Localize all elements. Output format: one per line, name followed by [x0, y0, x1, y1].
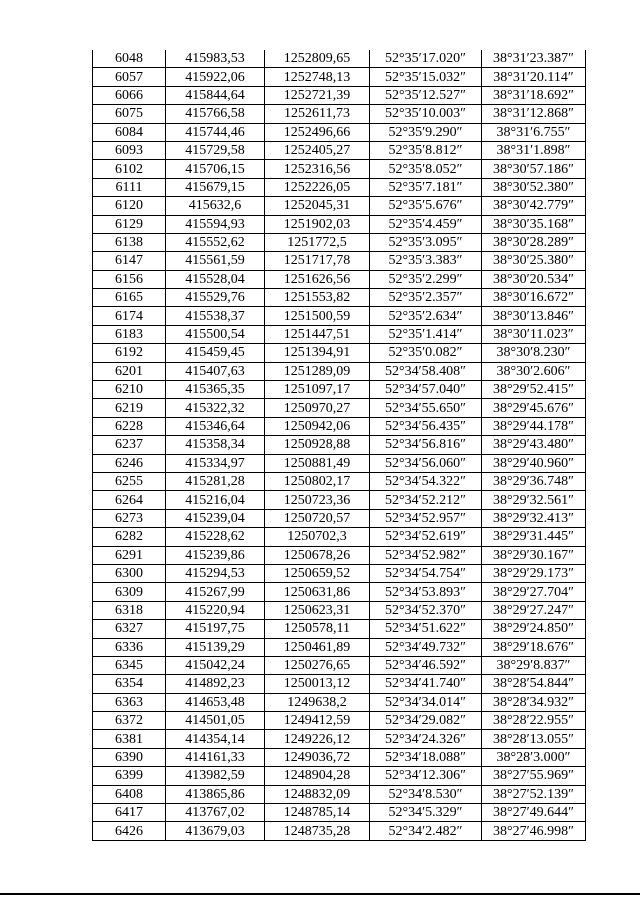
x-coordinate-cell: 415552,62	[166, 233, 265, 251]
latitude-cell: 52°34′54.754″	[370, 564, 482, 582]
x-coordinate-cell: 413767,02	[166, 804, 265, 822]
x-coordinate-cell: 415239,86	[166, 546, 265, 564]
x-coordinate-cell: 415729,58	[166, 141, 265, 159]
x-coordinate-cell: 415766,58	[166, 105, 265, 123]
longitude-cell: 38°30′25.380″	[482, 252, 586, 270]
table-row	[93, 252, 586, 270]
latitude-cell: 52°34′52.212″	[370, 491, 482, 509]
x-coordinate-cell: 415561,59	[166, 252, 265, 270]
table-row	[93, 785, 586, 803]
longitude-cell: 38°27′55.969″	[482, 767, 586, 785]
longitude-cell: 38°29′44.178″	[482, 417, 586, 435]
x-coordinate-cell: 414354,14	[166, 730, 265, 748]
latitude-cell: 52°35′2.634″	[370, 307, 482, 325]
point-number-cell: 6048	[93, 50, 166, 68]
longitude-cell: 38°29′27.704″	[482, 583, 586, 601]
latitude-cell: 52°34′52.370″	[370, 601, 482, 619]
y-coordinate-cell: 1250631,86	[265, 583, 370, 601]
latitude-cell: 52°35′10.003″	[370, 105, 482, 123]
longitude-cell: 38°31′12.868″	[482, 105, 586, 123]
table-row	[93, 509, 586, 527]
latitude-cell: 52°35′9.290″	[370, 123, 482, 141]
y-coordinate-cell: 1250276,65	[265, 656, 370, 674]
latitude-cell: 52°35′3.095″	[370, 233, 482, 251]
point-number-cell: 6219	[93, 399, 166, 417]
y-coordinate-cell: 1249638,2	[265, 693, 370, 711]
table-row	[93, 472, 586, 490]
table-row	[93, 601, 586, 619]
latitude-cell: 52°34′8.530″	[370, 785, 482, 803]
x-coordinate-cell: 415706,15	[166, 160, 265, 178]
point-number-cell: 6426	[93, 822, 166, 840]
table-row	[93, 123, 586, 141]
table-body	[93, 50, 586, 840]
latitude-cell: 52°34′56.816″	[370, 436, 482, 454]
latitude-cell: 52°35′1.414″	[370, 325, 482, 343]
x-coordinate-cell: 415139,29	[166, 638, 265, 656]
y-coordinate-cell: 1250928,88	[265, 436, 370, 454]
longitude-cell: 38°29′29.173″	[482, 564, 586, 582]
table-row	[93, 105, 586, 123]
longitude-cell: 38°30′13.846″	[482, 307, 586, 325]
longitude-cell: 38°29′30.167″	[482, 546, 586, 564]
longitude-cell: 38°30′2.606″	[482, 362, 586, 380]
table-row	[93, 693, 586, 711]
table-row	[93, 417, 586, 435]
y-coordinate-cell: 1251902,03	[265, 215, 370, 233]
table-row	[93, 583, 586, 601]
table-row	[93, 620, 586, 638]
latitude-cell: 52°35′8.052″	[370, 160, 482, 178]
y-coordinate-cell: 1250702,3	[265, 528, 370, 546]
latitude-cell: 52°34′2.482″	[370, 822, 482, 840]
y-coordinate-cell: 1250723,36	[265, 491, 370, 509]
longitude-cell: 38°31′23.387″	[482, 50, 586, 68]
longitude-cell: 38°29′40.960″	[482, 454, 586, 472]
table-row	[93, 638, 586, 656]
y-coordinate-cell: 1250013,12	[265, 675, 370, 693]
x-coordinate-cell: 415922,06	[166, 68, 265, 86]
longitude-cell: 38°30′8.230″	[482, 344, 586, 362]
point-number-cell: 6075	[93, 105, 166, 123]
table-row	[93, 822, 586, 840]
point-number-cell: 6336	[93, 638, 166, 656]
longitude-cell: 38°29′32.413″	[482, 509, 586, 527]
point-number-cell: 6354	[93, 675, 166, 693]
point-number-cell: 6228	[93, 417, 166, 435]
point-number-cell: 6363	[93, 693, 166, 711]
latitude-cell: 52°34′46.592″	[370, 656, 482, 674]
point-number-cell: 6246	[93, 454, 166, 472]
table-row	[93, 399, 586, 417]
x-coordinate-cell: 415459,45	[166, 344, 265, 362]
table-row	[93, 160, 586, 178]
y-coordinate-cell: 1251553,82	[265, 289, 370, 307]
x-coordinate-cell: 415216,04	[166, 491, 265, 509]
y-coordinate-cell: 1248785,14	[265, 804, 370, 822]
y-coordinate-cell: 1248832,09	[265, 785, 370, 803]
x-coordinate-cell: 415322,32	[166, 399, 265, 417]
longitude-cell: 38°28′13.055″	[482, 730, 586, 748]
point-number-cell: 6102	[93, 160, 166, 178]
y-coordinate-cell: 1250881,49	[265, 454, 370, 472]
point-number-cell: 6174	[93, 307, 166, 325]
x-coordinate-cell: 415346,64	[166, 417, 265, 435]
y-coordinate-cell: 1250659,52	[265, 564, 370, 582]
longitude-cell: 38°30′20.534″	[482, 270, 586, 288]
x-coordinate-cell: 413679,03	[166, 822, 265, 840]
longitude-cell: 38°29′43.480″	[482, 436, 586, 454]
latitude-cell: 52°34′41.740″	[370, 675, 482, 693]
point-number-cell: 6255	[93, 472, 166, 490]
x-coordinate-cell: 415228,62	[166, 528, 265, 546]
longitude-cell: 38°28′34.932″	[482, 693, 586, 711]
longitude-cell: 38°30′28.289″	[482, 233, 586, 251]
y-coordinate-cell: 1252405,27	[265, 141, 370, 159]
x-coordinate-cell: 415679,15	[166, 178, 265, 196]
x-coordinate-cell: 415267,99	[166, 583, 265, 601]
latitude-cell: 52°35′8.812″	[370, 141, 482, 159]
latitude-cell: 52°35′0.082″	[370, 344, 482, 362]
table-row	[93, 197, 586, 215]
latitude-cell: 52°34′18.088″	[370, 748, 482, 766]
longitude-cell: 38°30′16.672″	[482, 289, 586, 307]
table-row	[93, 730, 586, 748]
x-coordinate-cell: 415844,64	[166, 86, 265, 104]
point-number-cell: 6417	[93, 804, 166, 822]
y-coordinate-cell: 1252226,05	[265, 178, 370, 196]
x-coordinate-cell: 415042,24	[166, 656, 265, 674]
table-row	[93, 325, 586, 343]
latitude-cell: 52°34′53.893″	[370, 583, 482, 601]
latitude-cell: 52°34′52.982″	[370, 546, 482, 564]
longitude-cell: 38°30′52.380″	[482, 178, 586, 196]
latitude-cell: 52°34′24.326″	[370, 730, 482, 748]
latitude-cell: 52°34′5.329″	[370, 804, 482, 822]
table-row	[93, 748, 586, 766]
point-number-cell: 6408	[93, 785, 166, 803]
x-coordinate-cell: 415529,76	[166, 289, 265, 307]
table-row	[93, 564, 586, 582]
longitude-cell: 38°27′52.139″	[482, 785, 586, 803]
table-row	[93, 381, 586, 399]
table-row	[93, 289, 586, 307]
y-coordinate-cell: 1250623,31	[265, 601, 370, 619]
longitude-cell: 38°28′3.000″	[482, 748, 586, 766]
latitude-cell: 52°35′2.299″	[370, 270, 482, 288]
point-number-cell: 6273	[93, 509, 166, 527]
table-row	[93, 675, 586, 693]
table-row	[93, 491, 586, 509]
latitude-cell: 52°35′4.459″	[370, 215, 482, 233]
y-coordinate-cell: 1250461,89	[265, 638, 370, 656]
y-coordinate-cell: 1250720,57	[265, 509, 370, 527]
point-number-cell: 6138	[93, 233, 166, 251]
x-coordinate-cell: 414653,48	[166, 693, 265, 711]
point-number-cell: 6066	[93, 86, 166, 104]
table-row	[93, 454, 586, 472]
x-coordinate-cell: 413982,59	[166, 767, 265, 785]
table-row	[93, 178, 586, 196]
longitude-cell: 38°29′8.837″	[482, 656, 586, 674]
point-number-cell: 6345	[93, 656, 166, 674]
latitude-cell: 52°34′51.622″	[370, 620, 482, 638]
longitude-cell: 38°29′18.676″	[482, 638, 586, 656]
y-coordinate-cell: 1252748,13	[265, 68, 370, 86]
x-coordinate-cell: 415538,37	[166, 307, 265, 325]
y-coordinate-cell: 1251394,91	[265, 344, 370, 362]
point-number-cell: 6183	[93, 325, 166, 343]
x-coordinate-cell: 415500,54	[166, 325, 265, 343]
longitude-cell: 38°31′20.114″	[482, 68, 586, 86]
latitude-cell: 52°34′29.082″	[370, 712, 482, 730]
longitude-cell: 38°30′57.186″	[482, 160, 586, 178]
x-coordinate-cell: 415281,28	[166, 472, 265, 490]
x-coordinate-cell: 415594,93	[166, 215, 265, 233]
y-coordinate-cell: 1252809,65	[265, 50, 370, 68]
y-coordinate-cell: 1252045,31	[265, 197, 370, 215]
table-row	[93, 215, 586, 233]
longitude-cell: 38°30′42.779″	[482, 197, 586, 215]
latitude-cell: 52°34′56.435″	[370, 417, 482, 435]
longitude-cell: 38°29′24.850″	[482, 620, 586, 638]
latitude-cell: 52°34′34.014″	[370, 693, 482, 711]
point-number-cell: 6165	[93, 289, 166, 307]
longitude-cell: 38°29′36.748″	[482, 472, 586, 490]
table-row	[93, 362, 586, 380]
longitude-cell: 38°31′6.755″	[482, 123, 586, 141]
x-coordinate-cell: 415407,63	[166, 362, 265, 380]
longitude-cell: 38°27′46.998″	[482, 822, 586, 840]
latitude-cell: 52°35′2.357″	[370, 289, 482, 307]
x-coordinate-cell: 415334,97	[166, 454, 265, 472]
point-number-cell: 6111	[93, 178, 166, 196]
y-coordinate-cell: 1251447,51	[265, 325, 370, 343]
latitude-cell: 52°34′52.619″	[370, 528, 482, 546]
point-number-cell: 6282	[93, 528, 166, 546]
point-number-cell: 6156	[93, 270, 166, 288]
x-coordinate-cell: 415744,46	[166, 123, 265, 141]
x-coordinate-cell: 415632,6	[166, 197, 265, 215]
x-coordinate-cell: 415239,04	[166, 509, 265, 527]
longitude-cell: 38°29′45.676″	[482, 399, 586, 417]
latitude-cell: 52°34′54.322″	[370, 472, 482, 490]
y-coordinate-cell: 1251500,59	[265, 307, 370, 325]
x-coordinate-cell: 415365,35	[166, 381, 265, 399]
x-coordinate-cell: 413865,86	[166, 785, 265, 803]
point-number-cell: 6120	[93, 197, 166, 215]
table-row	[93, 546, 586, 564]
latitude-cell: 52°35′5.676″	[370, 197, 482, 215]
table-row	[93, 436, 586, 454]
latitude-cell: 52°34′57.040″	[370, 381, 482, 399]
latitude-cell: 52°34′49.732″	[370, 638, 482, 656]
latitude-cell: 52°34′56.060″	[370, 454, 482, 472]
latitude-cell: 52°35′7.181″	[370, 178, 482, 196]
point-number-cell: 6381	[93, 730, 166, 748]
table-row	[93, 307, 586, 325]
table-row	[93, 767, 586, 785]
table-row	[93, 233, 586, 251]
y-coordinate-cell: 1250970,27	[265, 399, 370, 417]
point-number-cell: 6147	[93, 252, 166, 270]
y-coordinate-cell: 1251717,78	[265, 252, 370, 270]
table-row	[93, 86, 586, 104]
y-coordinate-cell: 1250578,11	[265, 620, 370, 638]
x-coordinate-cell: 415220,94	[166, 601, 265, 619]
point-number-cell: 6129	[93, 215, 166, 233]
table-row	[93, 344, 586, 362]
y-coordinate-cell: 1248904,28	[265, 767, 370, 785]
coordinates-table	[92, 50, 586, 841]
footer-rule	[0, 893, 640, 895]
y-coordinate-cell: 1252316,56	[265, 160, 370, 178]
point-number-cell: 6327	[93, 620, 166, 638]
table-row	[93, 141, 586, 159]
table-row	[93, 712, 586, 730]
longitude-cell: 38°29′31.445″	[482, 528, 586, 546]
latitude-cell: 52°35′17.020″	[370, 50, 482, 68]
y-coordinate-cell: 1252611,73	[265, 105, 370, 123]
longitude-cell: 38°29′27.247″	[482, 601, 586, 619]
longitude-cell: 38°31′18.692″	[482, 86, 586, 104]
y-coordinate-cell: 1250942,06	[265, 417, 370, 435]
longitude-cell: 38°27′49.644″	[482, 804, 586, 822]
point-number-cell: 6237	[93, 436, 166, 454]
table-row	[93, 50, 586, 68]
point-number-cell: 6318	[93, 601, 166, 619]
y-coordinate-cell: 1249226,12	[265, 730, 370, 748]
x-coordinate-cell: 415358,34	[166, 436, 265, 454]
latitude-cell: 52°35′12.527″	[370, 86, 482, 104]
longitude-cell: 38°28′54.844″	[482, 675, 586, 693]
latitude-cell: 52°34′52.957″	[370, 509, 482, 527]
x-coordinate-cell: 414161,33	[166, 748, 265, 766]
latitude-cell: 52°35′15.032″	[370, 68, 482, 86]
point-number-cell: 6192	[93, 344, 166, 362]
longitude-cell: 38°28′22.955″	[482, 712, 586, 730]
table-row	[93, 804, 586, 822]
point-number-cell: 6093	[93, 141, 166, 159]
point-number-cell: 6210	[93, 381, 166, 399]
y-coordinate-cell: 1251097,17	[265, 381, 370, 399]
y-coordinate-cell: 1248735,28	[265, 822, 370, 840]
longitude-cell: 38°29′32.561″	[482, 491, 586, 509]
point-number-cell: 6264	[93, 491, 166, 509]
y-coordinate-cell: 1250802,17	[265, 472, 370, 490]
x-coordinate-cell: 414501,05	[166, 712, 265, 730]
table-row	[93, 270, 586, 288]
point-number-cell: 6390	[93, 748, 166, 766]
table-row	[93, 656, 586, 674]
point-number-cell: 6057	[93, 68, 166, 86]
y-coordinate-cell: 1252496,66	[265, 123, 370, 141]
table-row	[93, 68, 586, 86]
longitude-cell: 38°29′52.415″	[482, 381, 586, 399]
x-coordinate-cell: 415983,53	[166, 50, 265, 68]
longitude-cell: 38°30′35.168″	[482, 215, 586, 233]
point-number-cell: 6291	[93, 546, 166, 564]
y-coordinate-cell: 1252721,39	[265, 86, 370, 104]
latitude-cell: 52°34′12.306″	[370, 767, 482, 785]
y-coordinate-cell: 1251772,5	[265, 233, 370, 251]
point-number-cell: 6084	[93, 123, 166, 141]
point-number-cell: 6309	[93, 583, 166, 601]
y-coordinate-cell: 1249036,72	[265, 748, 370, 766]
longitude-cell: 38°31′1.898″	[482, 141, 586, 159]
point-number-cell: 6372	[93, 712, 166, 730]
point-number-cell: 6201	[93, 362, 166, 380]
y-coordinate-cell: 1251626,56	[265, 270, 370, 288]
x-coordinate-cell: 415528,04	[166, 270, 265, 288]
x-coordinate-cell: 415294,53	[166, 564, 265, 582]
y-coordinate-cell: 1251289,09	[265, 362, 370, 380]
y-coordinate-cell: 1250678,26	[265, 546, 370, 564]
x-coordinate-cell: 415197,75	[166, 620, 265, 638]
point-number-cell: 6399	[93, 767, 166, 785]
table-row	[93, 528, 586, 546]
latitude-cell: 52°34′58.408″	[370, 362, 482, 380]
longitude-cell: 38°30′11.023″	[482, 325, 586, 343]
latitude-cell: 52°35′3.383″	[370, 252, 482, 270]
x-coordinate-cell: 414892,23	[166, 675, 265, 693]
latitude-cell: 52°34′55.650″	[370, 399, 482, 417]
point-number-cell: 6300	[93, 564, 166, 582]
y-coordinate-cell: 1249412,59	[265, 712, 370, 730]
